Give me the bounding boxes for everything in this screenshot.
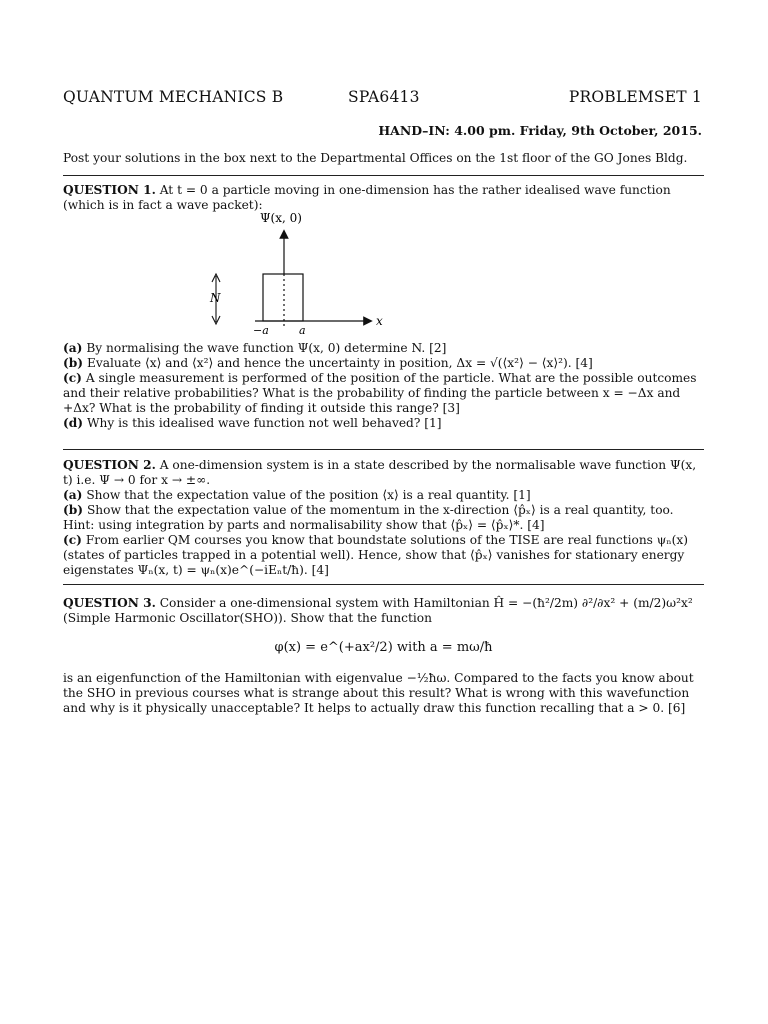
tick-right-label: a <box>299 324 306 337</box>
question-1-part-d: (d) Why is this idealised wave function not well behaved? [1] <box>63 416 442 430</box>
question-3-intro: QUESTION 3. Consider a one-dimensional system with Hamiltonian Ĥ = −(ħ²/2m) ∂²/∂x² + (m/2)ω²x² (Simple Harmonic Oscillator(SHO)). Show that the function <box>63 596 693 625</box>
question-1-parts <box>63 341 704 431</box>
question-3-equation: φ(x) = e^(+ax²/2) with a = mω/ħ <box>274 640 493 655</box>
question-1-text: At t = 0 a particle moving in one-dimension has the rather idealised wave function (which is in fact a wave packet): <box>63 183 671 212</box>
question-3-title: QUESTION 3. <box>63 596 156 610</box>
question-2-part-b: (b) Show that the expectation value of the momentum in the x-direction ⟨p̂ₓ⟩ is a real quantity, too. Hint: using integration by parts and normalisability show that ⟨p̂ₓ⟩ = ⟨p̂ₓ⟩*. [4] <box>63 503 674 532</box>
wave-packet-box <box>263 274 303 321</box>
wave-packet-figure <box>200 212 400 337</box>
question-1-part-b: (b) Evaluate ⟨x⟩ and ⟨x²⟩ and hence the uncertainty in position, Δx = √(⟨x²⟩ − ⟨x⟩²). [4] <box>63 356 593 370</box>
question-1-part-a: (a) By normalising the wave function Ψ(x, 0) determine N. [2] <box>63 341 447 355</box>
problemset-title: PROBLEMSET 1 <box>568 88 702 106</box>
divider-2 <box>63 449 704 450</box>
question-3-body: is an eigenfunction of the Hamiltonian with eigenvalue −½ħω. Compared to the facts you know about the SHO in previous courses what is strange about this result? What is wrong with this wavefunction and why is it physically unacceptable? It helps to actually draw this function recalling that a > 0. [6] <box>63 671 694 715</box>
question-1-title: QUESTION 1. <box>63 183 156 197</box>
question-1-intro <box>63 183 704 213</box>
question-2 <box>63 458 704 578</box>
tick-left-label: −a <box>253 324 269 337</box>
handin-deadline: HAND–IN: 4.00 pm. Friday, 9th October, 2015. <box>378 123 702 138</box>
course-title: QUANTUM MECHANICS B <box>63 88 284 106</box>
question-2-title: QUESTION 2. <box>63 458 156 472</box>
question-2-intro: QUESTION 2. A one-dimension system is in a state described by the normalisable wave function Ψ(x, t) i.e. Ψ → 0 for x → ±∞. <box>63 458 697 487</box>
divider-3 <box>63 584 704 585</box>
question-2-part-c: (c) From earlier QM courses you know that boundstate solutions of the TISE are real functions ψₙ(x) (states of particles trapped in a potential well). Hence, show that ⟨p̂ₓ⟩ vanishes for stationary energy eigenstates Ψₙ(x, t) = ψₙ(x)e^(−iEₙt/ħ). [4] <box>63 533 689 577</box>
question-2-part-a: (a) Show that the expectation value of the position ⟨x⟩ is a real quantity. [1] <box>63 488 531 502</box>
y-axis-label: Ψ(x, 0) <box>260 212 302 225</box>
x-axis-label: x <box>376 314 383 328</box>
instructions: Post your solutions in the box next to the Departmental Offices on the 1st floor of the GO Jones Bldg. <box>63 151 688 165</box>
course-code: SPA6413 <box>348 88 420 106</box>
divider-1 <box>63 175 704 176</box>
height-label: N <box>210 291 221 305</box>
question-1-part-c: (c) A single measurement is performed of the position of the particle. What are the possible outcomes and their relative probabilities? What is the probability of finding the particle between x = −Δx and +Δx? What is the probability of finding it outside this range? [3] <box>63 371 697 415</box>
